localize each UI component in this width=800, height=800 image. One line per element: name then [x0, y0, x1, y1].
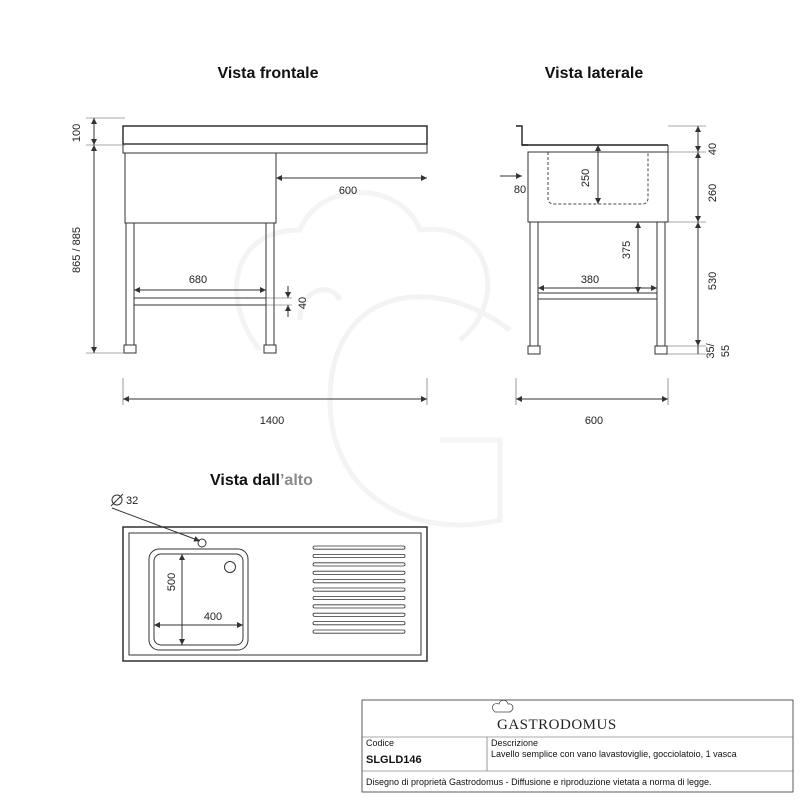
- side-dim-bowl-height: 260: [707, 183, 719, 203]
- side-dim-top: 40: [707, 142, 719, 156]
- top-view-title: [210, 472, 313, 489]
- drainboard-slot: [313, 596, 405, 599]
- front-bowl-box: [125, 153, 276, 223]
- drainboard-slot: [313, 554, 405, 557]
- top-view-title-b: ’alto: [279, 472, 313, 489]
- side-dim-bowl-depth: 250: [580, 168, 592, 188]
- front-worktop: [123, 126, 427, 144]
- front-leg-right: [266, 223, 274, 345]
- top-dim-hole: 32: [126, 495, 139, 507]
- description-label: Descrizione: [491, 738, 539, 748]
- side-foot-left: [528, 346, 540, 354]
- front-dim-drainboard: 600: [338, 185, 358, 197]
- front-dim-width: 1400: [259, 415, 285, 427]
- drainboard-slot: [313, 622, 405, 625]
- front-view-title: Vista frontale: [217, 65, 319, 82]
- side-upstand: [516, 126, 528, 145]
- front-dim-height: 865 / 885: [71, 227, 83, 273]
- drainboard-slot: [313, 546, 405, 549]
- side-view: [500, 65, 732, 427]
- code-label: Codice: [366, 738, 395, 748]
- logo-text: GASTRODOMUS: [497, 717, 617, 733]
- front-dim-shelf-thickness: 40: [297, 296, 309, 310]
- top-view-title-a: Vista dall: [210, 472, 280, 489]
- side-dim-depth: 600: [584, 415, 604, 427]
- side-leg-right: [657, 222, 665, 346]
- top-bowl-inner: [154, 554, 243, 645]
- side-dim-shelf-width: 380: [580, 274, 600, 286]
- front-view: [71, 65, 427, 427]
- side-dim-feet-b: 55: [720, 344, 732, 358]
- front-shelf: [134, 298, 266, 305]
- top-drain: [225, 562, 236, 573]
- front-dim-top: 100: [71, 123, 83, 143]
- drainboard-slot: [313, 605, 405, 608]
- front-foot-right: [264, 345, 276, 353]
- top-dim-bowl-width: 400: [203, 611, 223, 623]
- drainboard-slot: [313, 580, 405, 583]
- front-foot-left: [124, 345, 136, 353]
- top-bowl-outer: [149, 549, 248, 650]
- side-leg-left: [530, 222, 538, 346]
- drainboard-slot: [313, 563, 405, 566]
- top-dim-bowl-depth: 500: [166, 572, 178, 592]
- top-inner-outline: [129, 533, 421, 655]
- side-foot-right: [655, 346, 667, 354]
- drainboard-slots: [313, 546, 405, 633]
- front-leg-left: [126, 223, 134, 345]
- title-block: [362, 700, 793, 792]
- side-view-title: Vista laterale: [544, 65, 644, 82]
- ownership-footer: Disegno di proprietà Gastrodomus - Diffusione e riproduzione vietata a norma di legge.: [366, 777, 712, 787]
- drainboard-slot: [313, 571, 405, 574]
- front-dim-shelf-width: 680: [188, 274, 208, 286]
- side-dim-leg-height: 530: [707, 271, 719, 291]
- side-dim-feet-a: 35/: [705, 343, 717, 359]
- side-dim-upstand: 80: [513, 184, 527, 196]
- front-apron: [123, 144, 427, 153]
- side-shelf: [538, 293, 657, 299]
- product-description: Lavello semplice con vano lavastoviglie, gocciolatoio, 1 vasca: [491, 749, 737, 759]
- drainboard-slot: [313, 630, 405, 633]
- product-code: SLGLD146: [366, 754, 422, 766]
- drainboard-slot: [313, 613, 405, 616]
- side-dim-shelf-height: 375: [621, 240, 633, 260]
- drainboard-slot: [313, 588, 405, 591]
